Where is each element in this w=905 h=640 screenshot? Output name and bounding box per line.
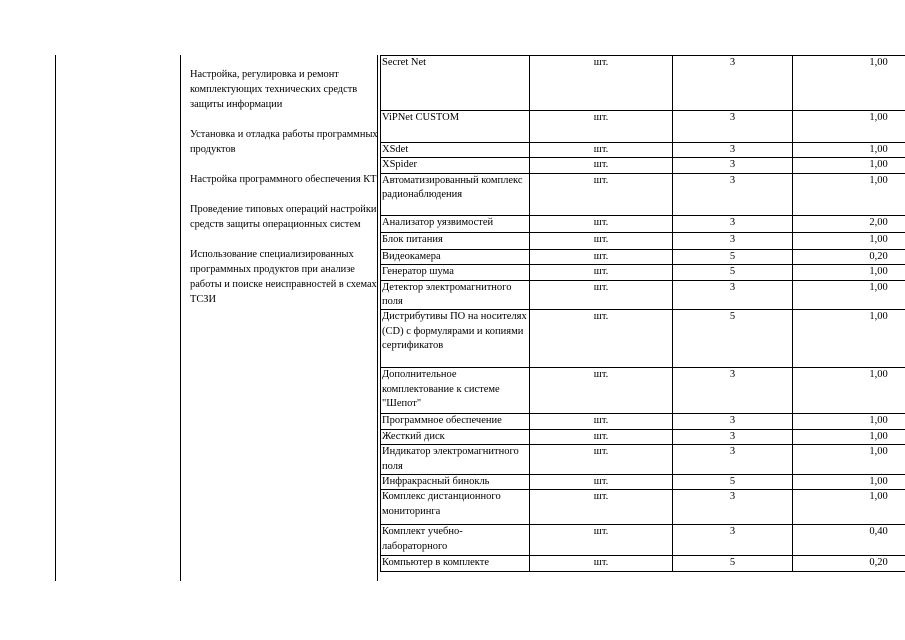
value-cell: 0,20 (793, 556, 905, 571)
item-name-cell: Видеокамера (381, 249, 530, 264)
quantity-cell: 3 (673, 490, 793, 525)
table-row (381, 525, 905, 556)
quantity-cell: 5 (673, 310, 793, 368)
quantity-cell: 5 (673, 556, 793, 571)
activity-item: Настройка программного обеспечения КТ (190, 174, 377, 185)
unit-cell: шт. (530, 215, 673, 232)
value-cell: 1,00 (793, 143, 905, 158)
page-border-line-left (55, 55, 56, 581)
table-row (381, 143, 905, 158)
unit-cell: шт. (530, 111, 673, 143)
table-row (381, 173, 905, 215)
unit-cell: шт. (530, 249, 673, 264)
item-name-cell: Инфракрасный бинокль (381, 475, 530, 490)
unit-cell: шт. (530, 56, 673, 111)
table-row (381, 445, 905, 475)
unit-cell: шт. (530, 280, 673, 310)
item-name-cell: Комплект учебно-лабораторного (381, 525, 530, 556)
table-row (381, 310, 905, 368)
value-cell: 0,20 (793, 249, 905, 264)
value-cell: 1,00 (793, 490, 905, 525)
unit-cell: шт. (530, 445, 673, 475)
quantity-cell: 3 (673, 56, 793, 111)
quantity-cell: 3 (673, 215, 793, 232)
quantity-cell: 5 (673, 475, 793, 490)
unit-cell: шт. (530, 158, 673, 173)
value-cell: 1,00 (793, 158, 905, 173)
table-row (381, 429, 905, 444)
activities-list (190, 67, 380, 322)
quantity-cell: 5 (673, 249, 793, 264)
quantity-cell: 3 (673, 280, 793, 310)
value-cell: 1,00 (793, 475, 905, 490)
item-name-cell: XSpider (381, 158, 530, 173)
table-row (381, 490, 905, 525)
value-cell: 1,00 (793, 310, 905, 368)
item-name-cell: Программное обеспечение (381, 414, 530, 429)
item-name-cell: ViPNet CUSTOM (381, 111, 530, 143)
value-cell: 1,00 (793, 280, 905, 310)
item-name-cell: Дополнительное комплектование к системе "Шепот" (381, 368, 530, 414)
quantity-cell: 3 (673, 445, 793, 475)
activity-item: Настройка, регулировка и ремонт комплектующих технических средств защиты информации (190, 69, 358, 110)
unit-cell: шт. (530, 232, 673, 249)
unit-cell: шт. (530, 475, 673, 490)
equipment-table (380, 55, 905, 572)
table-row (381, 249, 905, 264)
quantity-cell: 3 (673, 111, 793, 143)
table-row (381, 232, 905, 249)
unit-cell: шт. (530, 429, 673, 444)
quantity-cell: 3 (673, 173, 793, 215)
item-name-cell: Генератор шума (381, 265, 530, 280)
unit-cell: шт. (530, 310, 673, 368)
table-row (381, 280, 905, 310)
value-cell: 2,00 (793, 215, 905, 232)
quantity-cell: 3 (673, 368, 793, 414)
item-name-cell: Блок питания (381, 232, 530, 249)
quantity-cell: 3 (673, 414, 793, 429)
value-cell: 1,00 (793, 111, 905, 143)
item-name-cell: XSdet (381, 143, 530, 158)
value-cell: 1,00 (793, 232, 905, 249)
table-row (381, 475, 905, 490)
quantity-cell: 3 (673, 143, 793, 158)
unit-cell: шт. (530, 490, 673, 525)
activity-item: Проведение типовых операций настройки средств защиты операционных систем (190, 204, 377, 230)
value-cell: 1,00 (793, 368, 905, 414)
activity-item: Установка и отладка работы программных продуктов (190, 129, 378, 155)
unit-cell: шт. (530, 556, 673, 571)
item-name-cell: Компьютер в комплекте (381, 556, 530, 571)
table-row (381, 158, 905, 173)
item-name-cell: Жесткий диск (381, 429, 530, 444)
unit-cell: шт. (530, 525, 673, 556)
unit-cell: шт. (530, 414, 673, 429)
quantity-cell: 3 (673, 525, 793, 556)
item-name-cell: Дистрибутивы ПО на носителях (CD) с формулярами и копиями сертификатов (381, 310, 530, 368)
unit-cell: шт. (530, 265, 673, 280)
unit-cell: шт. (530, 143, 673, 158)
value-cell: 1,00 (793, 414, 905, 429)
value-cell: 1,00 (793, 445, 905, 475)
unit-cell: шт. (530, 173, 673, 215)
table-row (381, 414, 905, 429)
table-row (381, 56, 905, 111)
activity-item: Использование специализированных программных продуктов при анализе работы и поиске неисправностей в схемах ТСЗИ (190, 249, 377, 305)
value-cell: 1,00 (793, 265, 905, 280)
item-name-cell: Комплекс дистанционного мониторинга (381, 490, 530, 525)
value-cell: 1,00 (793, 173, 905, 215)
unit-cell: шт. (530, 368, 673, 414)
item-name-cell: Анализатор уязвимостей (381, 215, 530, 232)
value-cell: 1,00 (793, 56, 905, 111)
item-name-cell: Автоматизированный комплекс радионаблюдения (381, 173, 530, 215)
value-cell: 1,00 (793, 429, 905, 444)
quantity-cell: 3 (673, 232, 793, 249)
quantity-cell: 5 (673, 265, 793, 280)
item-name-cell: Индикатор электромагнитного поля (381, 445, 530, 475)
quantity-cell: 3 (673, 429, 793, 444)
table-row (381, 368, 905, 414)
table-row (381, 265, 905, 280)
table-row (381, 215, 905, 232)
table-row (381, 556, 905, 571)
table-row (381, 111, 905, 143)
item-name-cell: Детектор электромагнитного поля (381, 280, 530, 310)
value-cell: 0,40 (793, 525, 905, 556)
quantity-cell: 3 (673, 158, 793, 173)
item-name-cell: Secret Net (381, 56, 530, 111)
column-divider-line (180, 55, 181, 581)
